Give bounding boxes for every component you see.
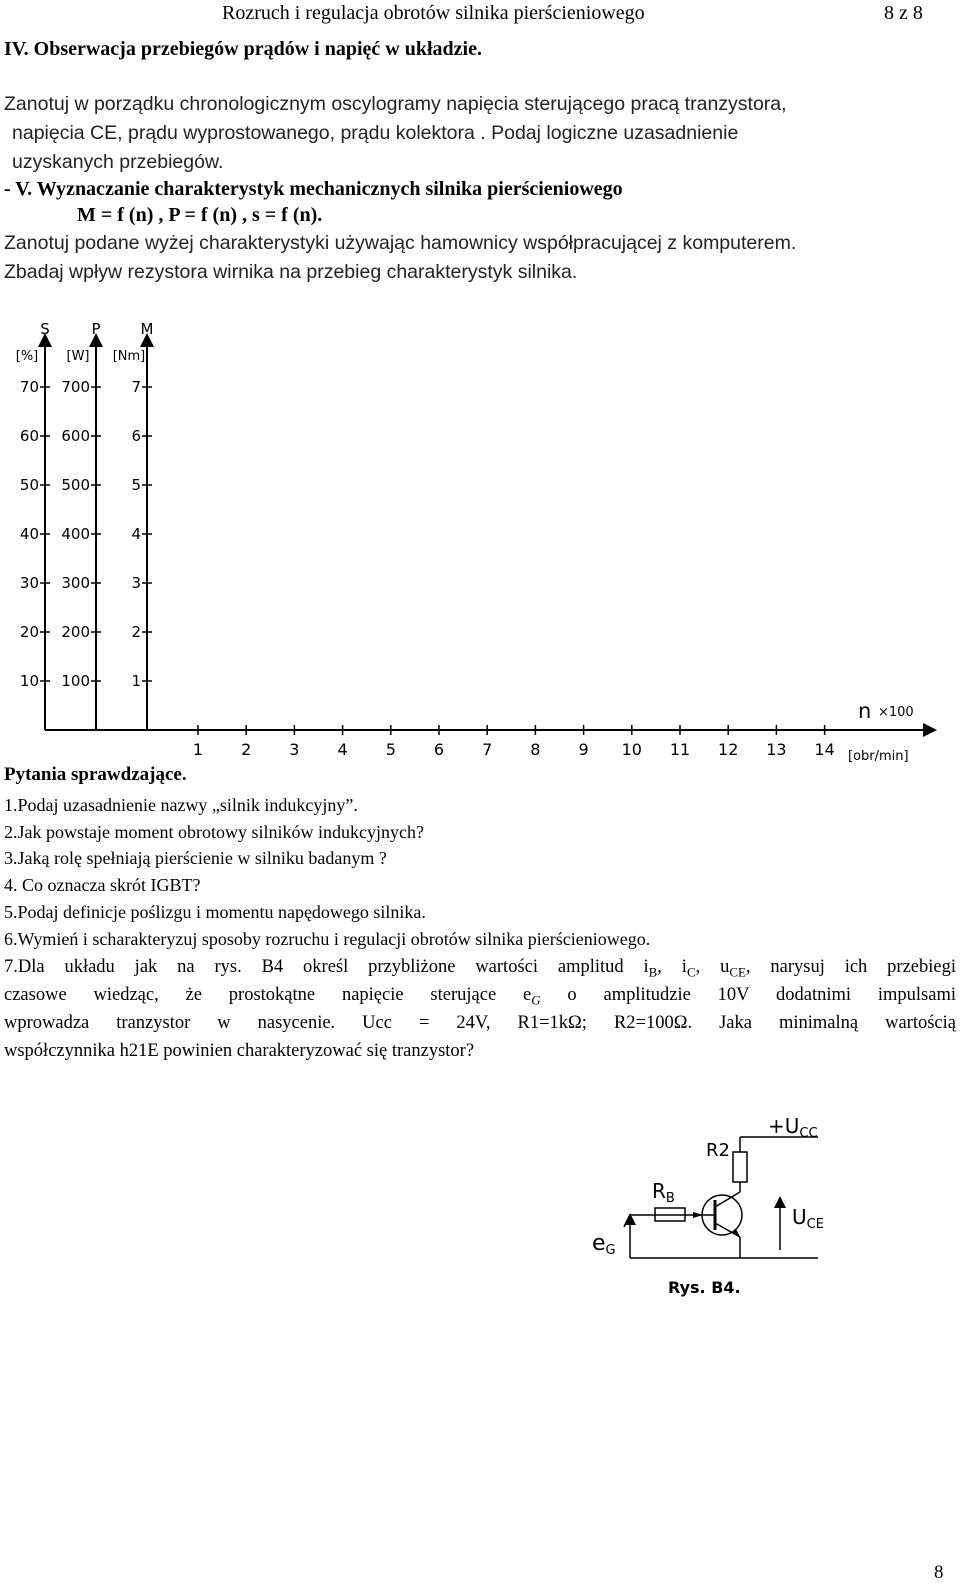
- characteristics-chart: [0, 320, 960, 780]
- x-tick-label: 8: [530, 740, 541, 759]
- section5-text-line2: Zbadaj wpływ rezystora wirnika na przebieg charakterystyk silnika.: [4, 261, 578, 283]
- x-tick-label: 10: [621, 740, 642, 759]
- x-tick-label: 6: [433, 740, 445, 759]
- x-tick-label: 14: [814, 740, 835, 759]
- y-tick-label-p: 200: [61, 623, 90, 641]
- y-tick-label-p: 500: [61, 476, 90, 494]
- x-tick-label: 1: [192, 740, 204, 759]
- y-tick-label-p: 700: [61, 378, 90, 396]
- running-title: Rozruch i regulacja obrotów silnika pierścieniowego: [222, 2, 645, 24]
- y-tick-label-m: 6: [131, 427, 141, 445]
- y-tick-label-s: 70: [19, 378, 39, 396]
- vcc-label: $+U_{CC}$: [768, 1114, 818, 1141]
- x-tick-label: 12: [718, 740, 739, 759]
- question-1: 1.Podaj uzasadnienie nazwy „silnik indukcyjny”.: [4, 795, 358, 815]
- axis-m-unit: [Nm]: [112, 349, 146, 364]
- x-tick-label: 3: [289, 740, 300, 759]
- y-tick-label-s: 40: [19, 525, 39, 543]
- axis-n-label: n: [858, 699, 872, 723]
- question-7-line2: czasowe wiedząc, że prostokątne napięcie sterujące $e_G$ o amplitudzie 10V dodatnimi impulsami: [4, 985, 956, 1008]
- question-3: 3.Jaką rolę spełniają pierścienie w silniku badanym ?: [4, 848, 387, 868]
- y-tick-label-s: 30: [19, 574, 39, 592]
- section5-heading: - V. Wyznaczanie charakterystyk mechanicznych silnika pierścieniowego: [4, 178, 623, 200]
- r2-resistor: [733, 1152, 747, 1182]
- axis-p-label: P: [91, 320, 101, 338]
- y-tick-label-s: 20: [19, 623, 39, 641]
- axis-m-label: M: [140, 320, 154, 338]
- section4-heading: IV. Obserwacja przebiegów prądów i napięć w układzie.: [4, 38, 482, 60]
- y-tick-label-s: 60: [19, 427, 39, 445]
- page-counter: 8 z 8: [884, 2, 923, 24]
- x-tick-label: 11: [669, 740, 691, 759]
- uce-label: $U_{CE}$: [792, 1205, 824, 1232]
- section5-text-line1: Zanotuj podane wyżej charakterystyki używając hamownicy współpracującej z komputerem.: [4, 232, 797, 254]
- questions-heading: Pytania sprawdzające.: [4, 764, 187, 785]
- circuit-diagram: [560, 1090, 850, 1310]
- y-tick-label-m: 1: [131, 672, 141, 690]
- section4-text-line3: uzyskanych przebiegów.: [12, 151, 224, 173]
- section4-text-line2: napięcia CE, prądu wyprostowanego, prądu kolektora . Podaj logiczne uzasadnienie: [12, 122, 739, 144]
- question-6: 6.Wymień i scharakteryzuj sposoby rozruchu i regulacji obrotów silnika pierścieniowego.: [4, 929, 651, 949]
- y-tick-label-m: 4: [131, 525, 141, 543]
- question-7-line3: wprowadza tranzystor w nasycenie. Ucc = 24V, R1=1kΩ; R2=100Ω. Jaka minimalną wartością: [4, 1013, 956, 1033]
- x-tick-label: 4: [337, 740, 348, 759]
- x-tick-label: 7: [482, 740, 493, 759]
- axis-p-unit: [W]: [66, 349, 90, 364]
- x-tick-label: 9: [578, 740, 589, 759]
- footer-page-number: 8: [934, 1562, 944, 1583]
- x-tick-label: 5: [385, 740, 396, 759]
- y-tick-label-m: 5: [131, 476, 141, 494]
- axis-s-unit: [%]: [15, 349, 39, 364]
- y-tick-label-p: 400: [61, 525, 90, 543]
- y-tick-label-m: 2: [131, 623, 141, 641]
- axis-n-unit: [obr/min]: [848, 749, 909, 764]
- x-tick-label: 2: [241, 740, 252, 759]
- y-tick-label-s: 50: [19, 476, 39, 494]
- rb-label: $R_B$: [652, 1179, 675, 1206]
- y-tick-label-s: 10: [19, 672, 39, 690]
- question-2: 2.Jak powstaje moment obrotowy silników indukcyjnych?: [4, 822, 424, 842]
- section4-text-line1: Zanotuj w porządku chronologicznym oscylogramy napięcia sterującego pracą tranzystora,: [4, 93, 787, 115]
- x-tick-label: 13: [766, 740, 787, 759]
- question-7-line1: 7.Dla układu jak na rys. B4 określ przybliżone wartości amplitud $i_B$, $i_C$, $u_{CE}$, narysuj ich przebiegi: [4, 957, 956, 980]
- r2-label: R2: [706, 1140, 730, 1161]
- y-tick-label-p: 600: [61, 427, 90, 445]
- question-7-line4: współczynnika h21E powinien charakteryzować się tranzystor?: [4, 1041, 475, 1061]
- axis-n-multiplier: ×100: [878, 705, 914, 720]
- figure-caption: Rys. B4.: [668, 1278, 741, 1297]
- section5-formula: M = f (n) , P = f (n) , s = f (n).: [77, 204, 323, 226]
- y-tick-label-p: 300: [61, 574, 90, 592]
- y-tick-label-m: 7: [131, 378, 141, 396]
- question-5: 5.Podaj definicje poślizgu i momentu napędowego silnika.: [4, 902, 426, 922]
- axis-s-label: S: [40, 320, 50, 338]
- y-tick-label-m: 3: [131, 574, 141, 592]
- eg-label: eG: [592, 1231, 616, 1258]
- question-4: 4. Co oznacza skrót IGBT?: [4, 875, 201, 895]
- y-tick-label-p: 100: [61, 672, 90, 690]
